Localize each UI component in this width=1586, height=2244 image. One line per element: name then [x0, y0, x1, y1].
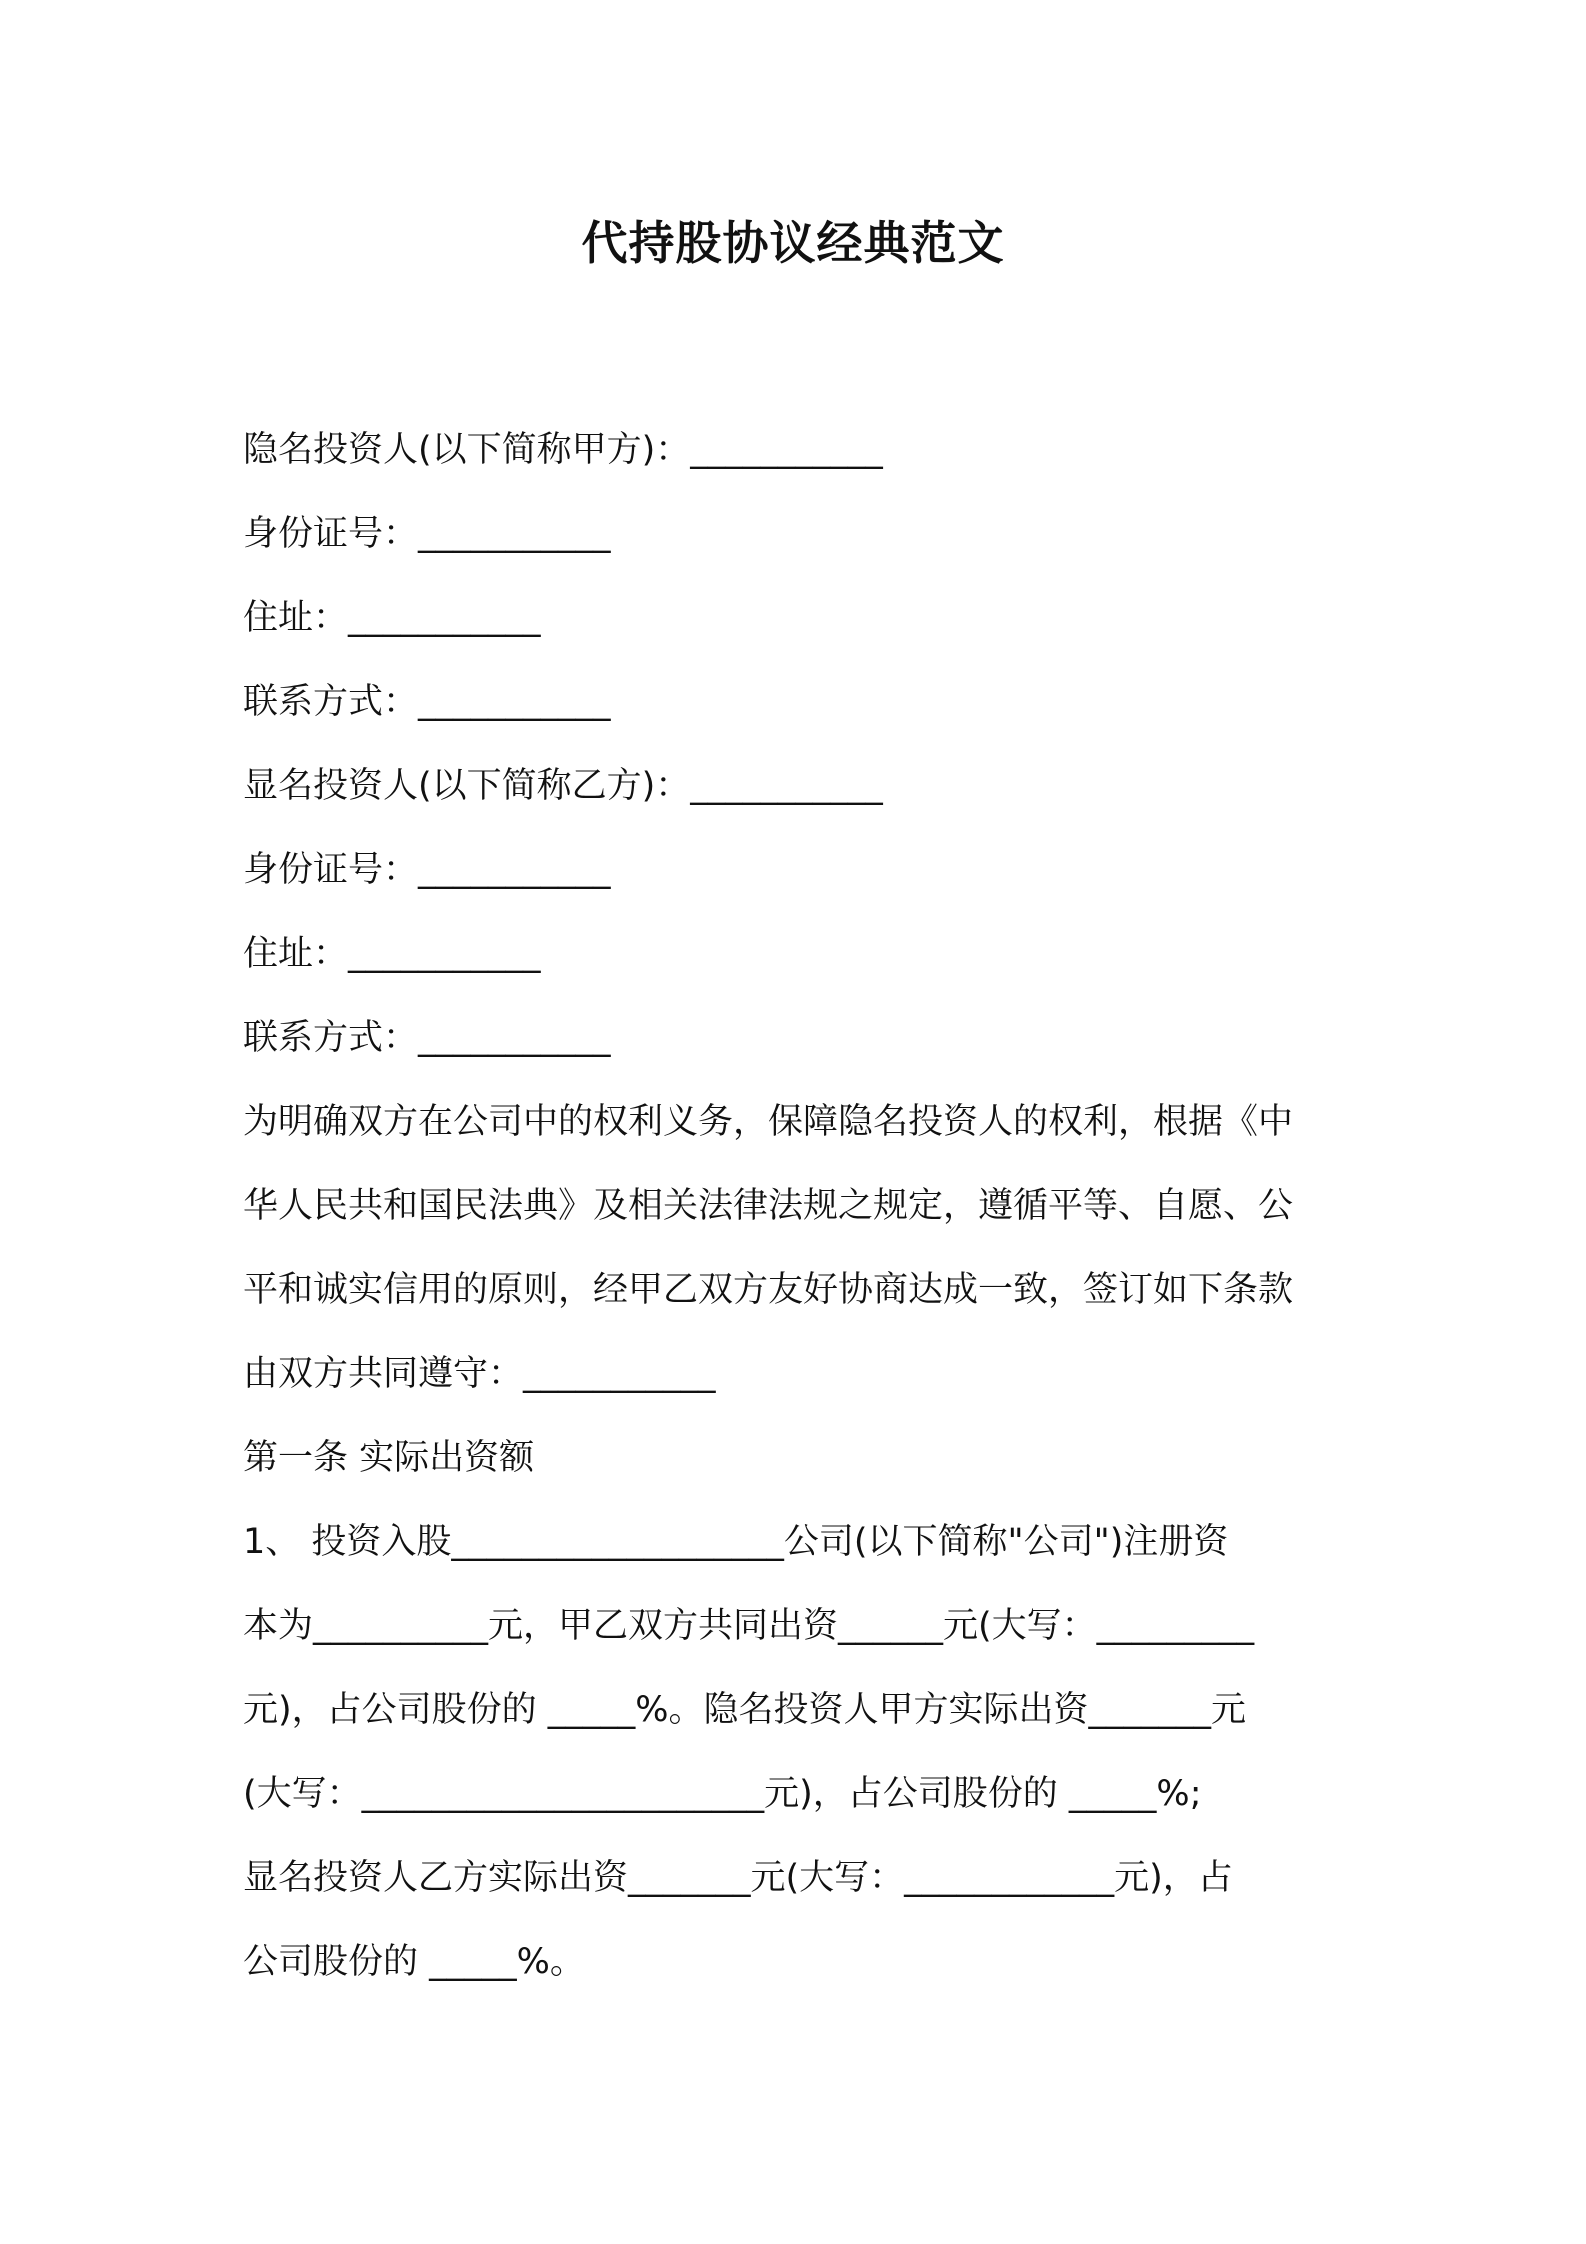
preamble-line: 华人民共和国民法典》及相关法律法规之规定，遵循平等、自愿、公: [243, 1186, 1294, 1226]
preamble-line: 为明确双方在公司中的权利义务，保障隐名投资人的权利，根据《中: [243, 1102, 1294, 1142]
preamble-line: 由双方共同遵守：___________: [243, 1354, 716, 1394]
article-1-line: 元)，占公司股份的 _____%。隐名投资人甲方实际出资_______元: [243, 1690, 1247, 1730]
party-b-name-line: 显名投资人(以下简称乙方)：___________: [243, 766, 883, 806]
article-1-line: 本为__________元，甲乙双方共同出资______元(大写：_________: [243, 1606, 1255, 1646]
party-a-name-line: 隐名投资人(以下简称甲方)：___________: [243, 430, 883, 470]
party-a-id-line: 身份证号：___________: [243, 514, 611, 554]
party-a-address-line: 住址：___________: [243, 598, 541, 638]
article-1-line: 公司股份的 _____%。: [243, 1942, 585, 1982]
article-1-line: (大写：_______________________元)，占公司股份的 _____%;: [243, 1774, 1202, 1814]
article-1-heading: 第一条 实际出资额: [243, 1438, 535, 1478]
article-1-line: 1、 投资入股___________________公司(以下简称"公司")注册资: [243, 1522, 1229, 1562]
preamble-line: 平和诚实信用的原则，经甲乙双方友好协商达成一致，签订如下条款: [243, 1270, 1294, 1310]
party-b-contact-line: 联系方式：___________: [243, 1018, 611, 1058]
party-b-address-line: 住址：___________: [243, 934, 541, 974]
party-a-contact-line: 联系方式：___________: [243, 682, 611, 722]
party-b-id-line: 身份证号：___________: [243, 850, 611, 890]
article-1-line: 显名投资人乙方实际出资_______元(大写：____________元)，占: [243, 1858, 1233, 1898]
document-title: 代持股协议经典范文: [581, 216, 1005, 270]
document-body: [243, 408, 1363, 2004]
